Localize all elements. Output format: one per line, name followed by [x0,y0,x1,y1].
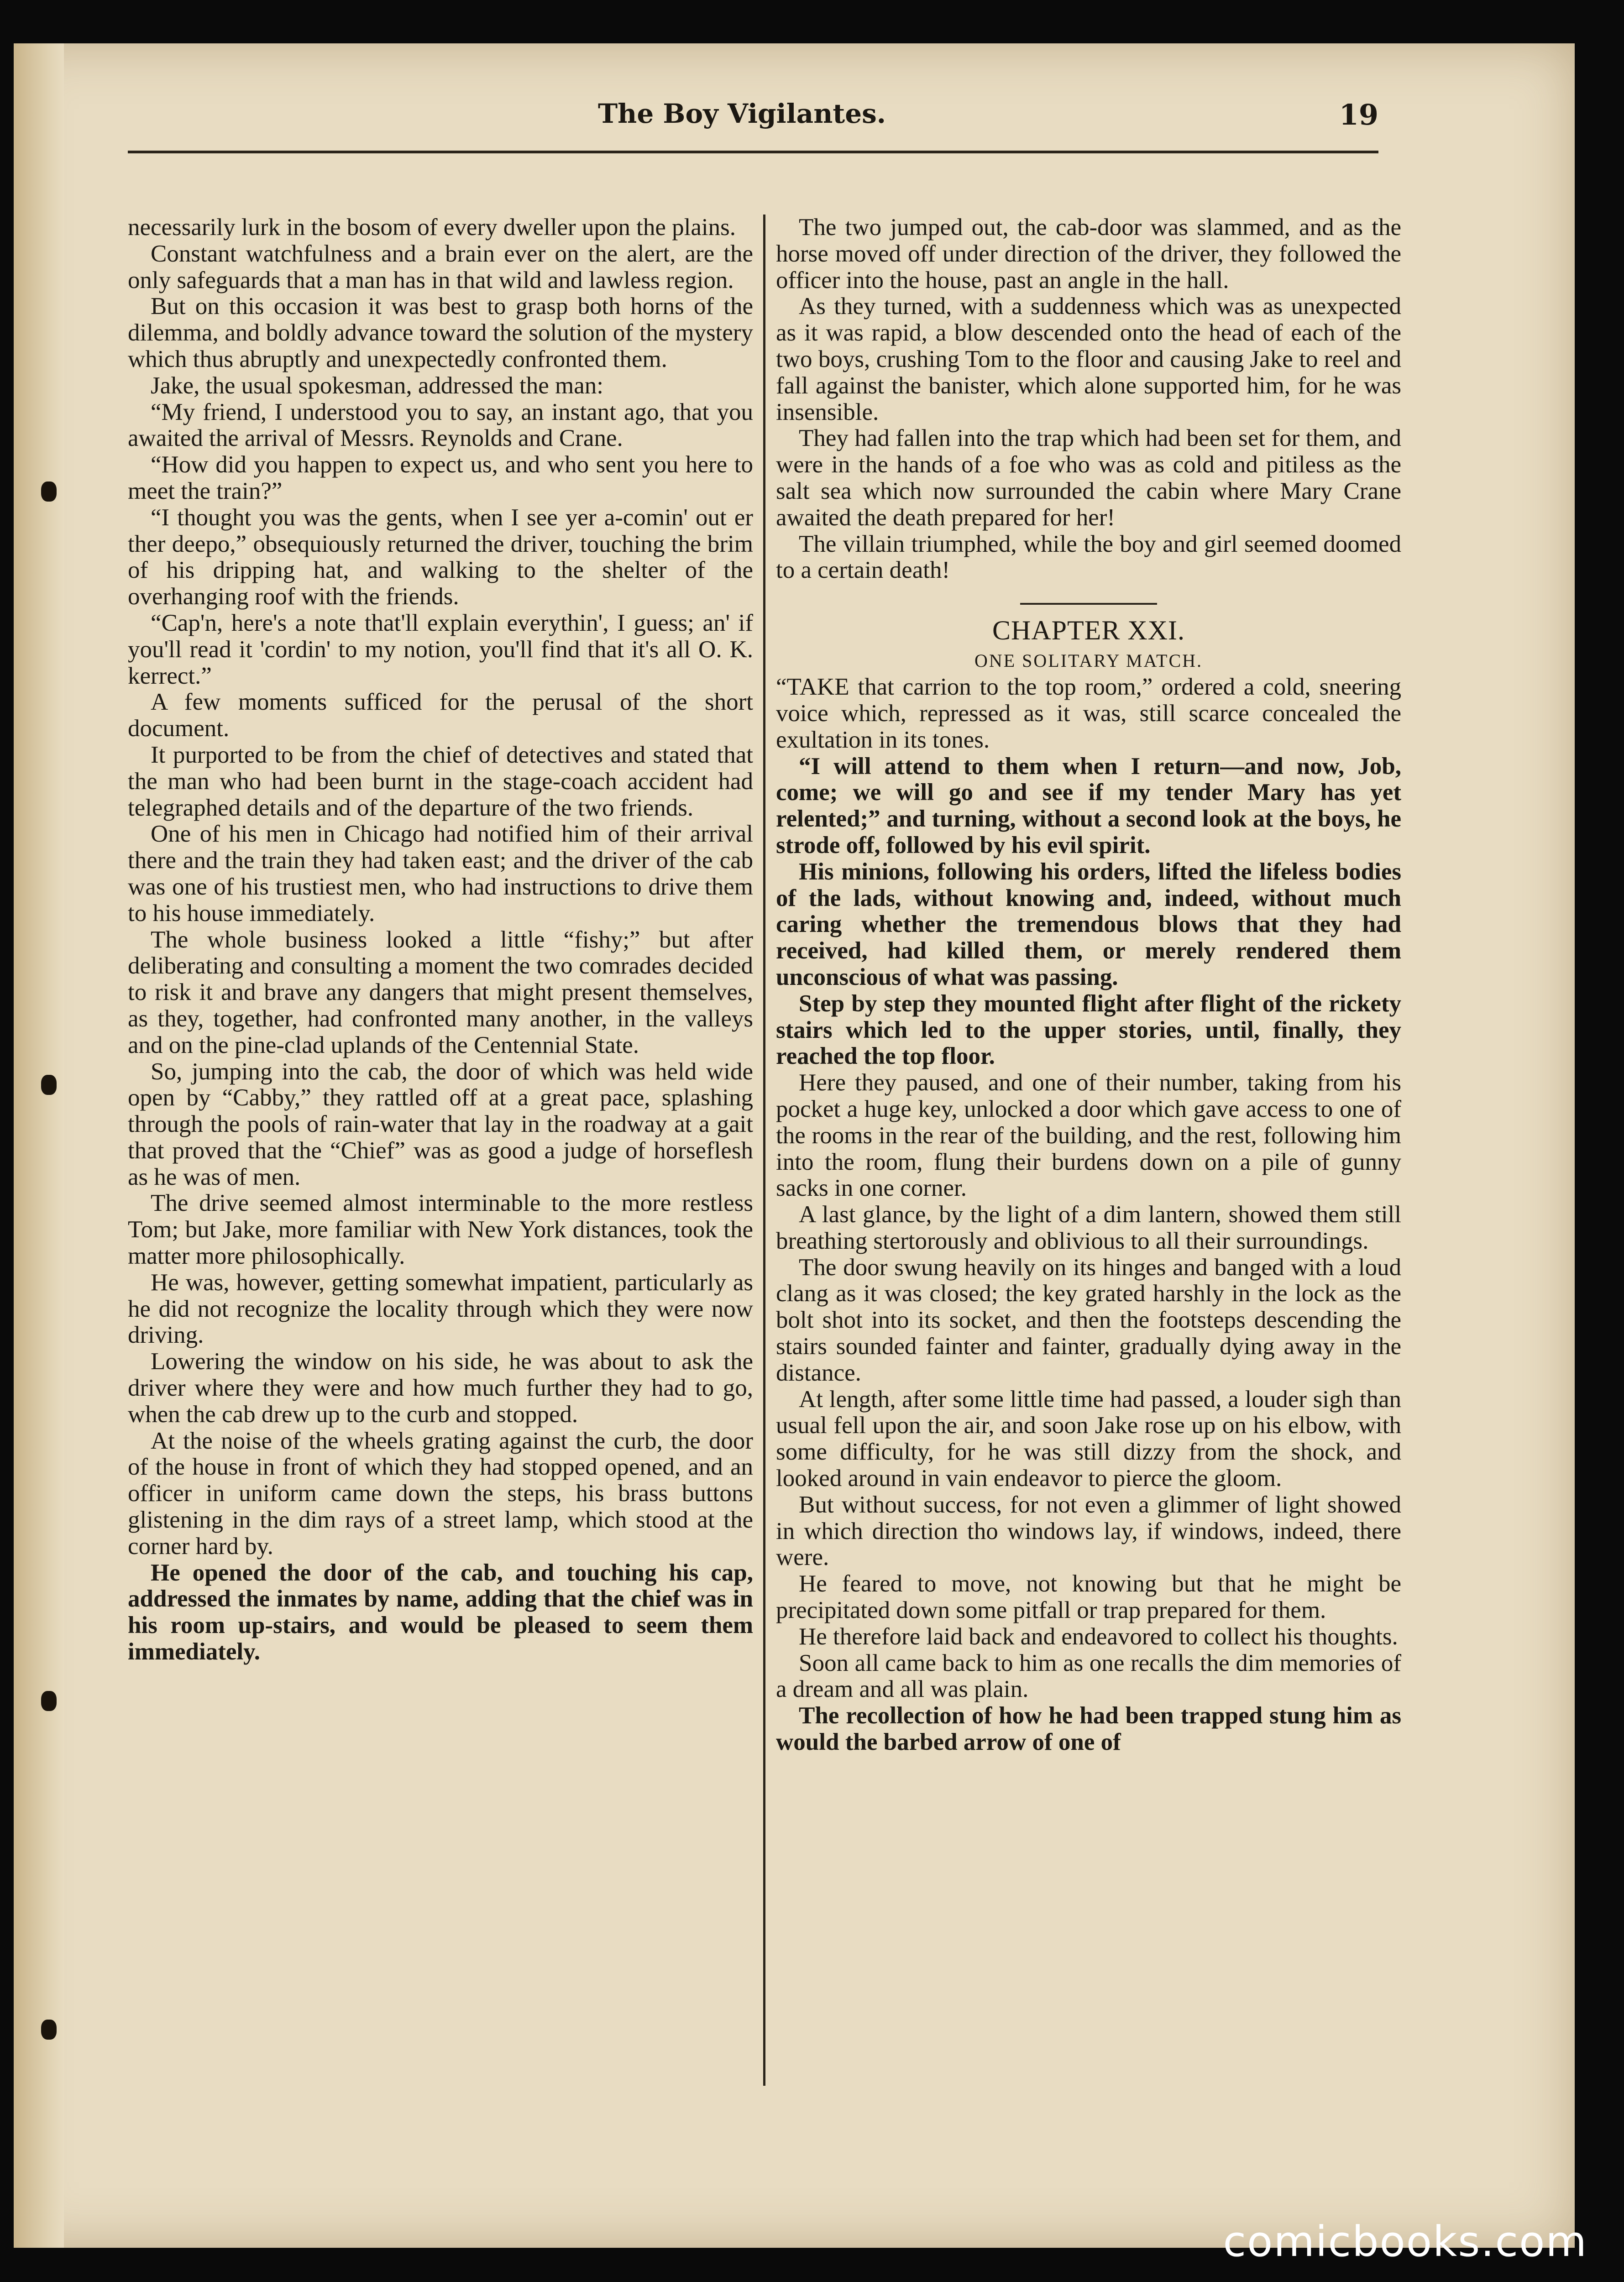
paragraph: “TAKE that carrion to the top room,” ordered a cold, sneering voice which, repressed as it was, still scarce concealed the exultation in its tones. [776,674,1401,753]
paragraph: A few moments sufficed for the perusal of the short document. [128,689,753,742]
paragraph: The drive seemed almost interminable to the more restless Tom; but Jake, more familiar with New York distances, took the matter more philosophically. [128,1190,753,1270]
paragraph: The door swung heavily on its hinges and banged with a loud clang as it was closed; the key grated harshly in the lock as the bolt shot into its socket, and then the footsteps descending the stairs sounded fainter and fainter, gradually dying away in the distance. [776,1254,1401,1386]
header-rule [128,151,1378,153]
column-divider [763,215,765,2086]
running-header [128,98,1378,153]
paragraph: Constant watchfulness and a brain ever on the alert, are the only safeguards that a man has in that wild and lawless region. [128,240,753,293]
paragraph: necessarily lurk in the bosom of every dweller upon the plains. [128,215,736,241]
binding-hole [41,482,57,502]
paragraph: At length, after some little time had passed, a louder sigh than usual fell upon the air, and soon Jake rose up on his elbow, with some difficulty, for he was still dizzy from the shock, and looked around in vain endeavor to pierce the gloom. [776,1386,1401,1492]
paragraph: He was, however, getting somewhat impatient, particularly as he did not recognize the locality through which they were now driving. [128,1269,753,1349]
running-title: The Boy Vigilantes. [598,98,886,129]
paragraph: Step by step they mounted flight after flight of the rickety stairs which led to the upper stories, until, finally, they reached the top floor. [776,990,1401,1070]
paragraph: Jake, the usual spokesman, addressed the man: [151,372,604,399]
paragraph: As they turned, with a suddenness which was as unexpected as it was rapid, a blow descended onto the head of each of the two boys, crushing Tom to the floor and causing Jake to reel and fall against the banister, which alone supported him, for he was insensible. [776,293,1401,425]
paragraph: The recollection of how he had been trapped stung him as would the barbed arrow of one of [776,1702,1401,1756]
left-column [128,215,753,2086]
paragraph: One of his men in Chicago had notified him of their arrival there and the train they had taken east; and the driver of the cab was one of his trustiest men, who had instructions to drive them to his house immediately. [128,821,753,926]
paragraph: He opened the door of the cab, and touching his cap, addressed the inmates by name, adding that the chief was in his room up-stairs, and would be pleased to seem them immediately. [128,1559,753,1665]
right-column [776,215,1401,2086]
paragraph: “I thought you was the gents, when I see yer a-comin' out er ther deepo,” obsequiously returned the driver, touching the brim of his dripping hat, and walking to the shelter of the overhanging roof with the friends. [128,504,753,610]
paragraph: At the noise of the wheels grating against the curb, the door of the house in front of which they had stopped opened, and an officer in uniform came down the steps, his brass buttons glistening in the dim rays of a street lamp, which stood at the corner hard by. [128,1427,753,1560]
paragraph: “How did you happen to expect us, and who sent you here to meet the train?” [128,451,753,504]
paragraph: He therefore laid back and endeavored to collect his thoughts. [799,1623,1398,1650]
paragraph: It purported to be from the chief of detectives and stated that the man who had been burnt in the stage-coach accident had telegraphed details and of the departure of the two friends. [128,741,753,821]
paragraph: The whole business looked a little “fishy;” but after deliberating and consulting a moment the two comrades decided to risk it and brave any dangers that might present themselves, as they, together, had confronted many another, in the valleys and on the pine-clad uplands of the Centennial State. [128,926,753,1058]
paragraph: Soon all came back to him as one recalls the dim memories of a dream and all was plain. [776,1649,1401,1703]
paragraph: The two jumped out, the cab-door was slammed, and as the horse moved off under direction of the driver, they followed the officer into the house, past an angle in the hall. [776,215,1401,293]
paragraph: He feared to move, not knowing but that he might be precipitated down some pitfall or trap prepared for them. [776,1570,1401,1624]
paragraph: “My friend, I understood you to say, an instant ago, that you awaited the arrival of Messrs. Reynolds and Crane. [128,398,753,452]
paragraph: The villain triumphed, while the boy and girl seemed doomed to a certain death! [776,530,1401,584]
binding-hole [41,1075,57,1095]
paragraph: So, jumping into the cab, the door of which was held wide open by “Cabby,” they rattled off at a great pace, splashing through the pools of rain-water that lay in the roadway at a gait that proved that the “Chief” was as good a judge of horseflesh as he was of men. [128,1058,753,1190]
paragraph: Lowering the window on his side, he was about to ask the driver where they were and how much further they had to go, when the cab drew up to the curb and stopped. [128,1348,753,1428]
paragraph: His minions, following his orders, lifted the lifeless bodies of the lads, without knowing and, indeed, without much caring whether the tremendous blows that they had received, had killed them, or merely rendered them unconscious of what was passing. [776,858,1401,990]
page-binding [14,43,64,2248]
paragraph: A last glance, by the light of a dim lantern, showed them still breathing stertorously and oblivious to all their surroundings. [776,1201,1401,1254]
paragraph: “Cap'n, here's a note that'll explain everythin', I guess; an' if you'll read it 'cordin' to my notion, you'll find that it's all O. K. kerrect.” [128,609,753,689]
chapter-title: CHAPTER XXI. [992,615,1185,646]
chapter-subtitle: ONE SOLITARY MATCH. [974,650,1203,671]
site-watermark: comicbooks.com [1223,2217,1587,2266]
chapter-rule [1020,603,1157,605]
paragraph: But without success, for not even a glimmer of light showed in which direction tho windows lay, if windows, indeed, there were. [776,1491,1401,1571]
paragraph: But on this occasion it was best to grasp both horns of the dilemma, and boldly advance toward the solution of the mystery which thus abruptly and unexpectedly confronted them. [128,293,753,372]
paragraph: They had fallen into the trap which had been set for them, and were in the hands of a foe who was as cold and pitiless as the salt sea which now surrounded the cabin where Mary Crane awaited the death prepared for her! [776,425,1401,531]
paragraph: “I will attend to them when I return—and now, Job, come; we will go and see if my tender Mary has yet relented;” and turning, without a second look at the boys, he strode off, followed by his evil spirit. [776,753,1401,858]
binding-hole [41,1691,57,1711]
page-number: 19 [1339,98,1378,131]
binding-hole [41,2020,57,2040]
paragraph: Here they paused, and one of their number, taking from his pocket a huge key, unlocked a door which gave access to one of the rooms in the rear of the building, and the rest, following him into the room, flung their burdens down on a pile of gunny sacks in one corner. [776,1069,1401,1202]
